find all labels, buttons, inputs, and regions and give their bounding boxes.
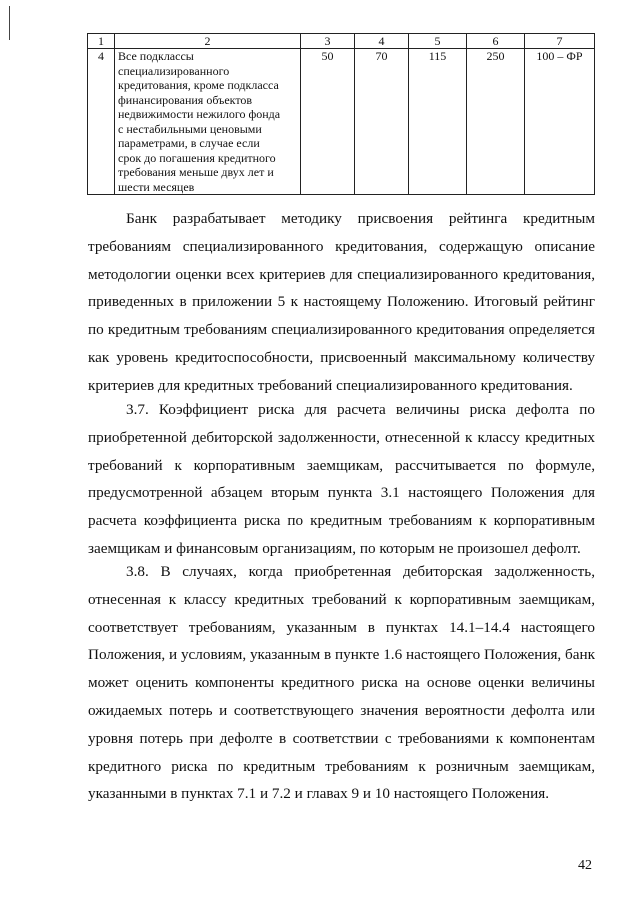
paragraph-rating-methodology <box>88 205 595 400</box>
paragraph-line: указанными в пунктах 7.1 и 7.2 и главах 9 и 10 настоящего Положения. <box>88 785 549 803</box>
description-line: финансирования объектов <box>118 92 253 107</box>
value-cell: 250 <box>467 49 525 195</box>
paragraph-line: приобретенной дебиторской задолженности, отнесенной к классу кредитных <box>88 428 595 446</box>
row-number-cell: 4 <box>88 49 115 195</box>
table-header-cell: 7 <box>525 34 595 49</box>
description-line: параметрами, в случае если <box>118 136 260 150</box>
paragraph-line: соответствует требованиям, указанным в пунктах 14.1–14.4 настоящего <box>88 618 595 636</box>
description-line: срок до погашения кредитного <box>118 150 276 165</box>
paragraph-3-8 <box>88 558 595 808</box>
table-header-cell: 3 <box>301 34 355 49</box>
risk-weight-table <box>87 33 595 195</box>
scan-edge-mark <box>9 6 10 40</box>
paragraph-line: требованиям специализированного кредитования, содержащую описание <box>88 237 595 255</box>
table-header-cell: 5 <box>409 34 467 49</box>
page-number: 42 <box>578 858 592 873</box>
description-line: шести месяцев <box>118 179 195 194</box>
description-line: недвижимости нежилого фонда <box>118 107 281 121</box>
paragraph-line: критериев для кредитных требований специализированного кредитования. <box>88 376 573 394</box>
table-header-cell: 6 <box>467 34 525 49</box>
paragraph-line: может оценить компоненты кредитного риска на основе оценки величины <box>88 674 595 692</box>
table-row <box>88 49 595 195</box>
table-header-cell: 4 <box>355 34 409 49</box>
value-cell: 100 – ФР <box>525 49 595 195</box>
table-header-row <box>88 34 595 49</box>
paragraph-line: предусмотренной абзацем вторым пункта 3.1 настоящего Положения для <box>88 484 595 502</box>
description-line: специализированного <box>118 63 230 78</box>
paragraph-line: Положения, и условиям, указанным в пункте 1.6 настоящего Положения, банк <box>88 646 595 664</box>
paragraph-line: приведенных в приложении 5 к настоящему Положению. Итоговый рейтинг <box>88 293 595 311</box>
table-header-cell: 1 <box>88 34 115 49</box>
description-line: требования меньше двух лет и <box>118 165 274 179</box>
value-cell: 115 <box>409 49 467 195</box>
paragraph-line: уровня потерь при дефолте в соответствии с требованиями к компонентам <box>88 729 595 747</box>
paragraph-line: методологии оценки всех критериев для специализированного кредитования, <box>88 265 595 283</box>
value-cell: 50 <box>301 49 355 195</box>
paragraph-3-7 <box>88 396 595 563</box>
description-line: с нестабильными ценовыми <box>118 121 262 136</box>
paragraph-line: Банк разрабатывает методику присвоения рейтинга кредитным <box>126 210 595 227</box>
paragraph-line: расчета коэффициента риска по кредитным требованиям к корпоративным <box>88 512 595 530</box>
row-description-cell <box>115 49 301 195</box>
paragraph-line: 3.7. Коэффициент риска для расчета величины риска дефолта по <box>126 401 595 418</box>
paragraph-line: как уровень кредитоспособности, присвоенный максимальному количеству <box>88 348 595 366</box>
paragraph-line: кредитного риска по кредитным требованиям к розничным заемщикам, <box>88 757 595 775</box>
paragraph-line: требований к корпоративным заемщикам, рассчитывается по формуле, <box>88 456 595 474</box>
paragraph-line: по кредитным требованиям специализированного кредитования определяется <box>88 321 595 339</box>
paragraph-line: 3.8. В случаях, когда приобретенная дебиторская задолженность, <box>126 563 595 580</box>
value-cell: 70 <box>355 49 409 195</box>
paragraph-line: ожидаемых потерь и соответствующего значения вероятности дефолта или <box>88 701 595 719</box>
description-line: Все подклассы <box>118 49 194 63</box>
description-line: кредитования, кроме подкласса <box>118 78 279 92</box>
table-header-cell: 2 <box>115 34 301 49</box>
paragraph-line: заемщикам и финансовым организациям, по которым не произошел дефолт. <box>88 539 581 557</box>
paragraph-line: отнесенная к классу кредитных требований к корпоративным заемщикам, <box>88 590 595 608</box>
